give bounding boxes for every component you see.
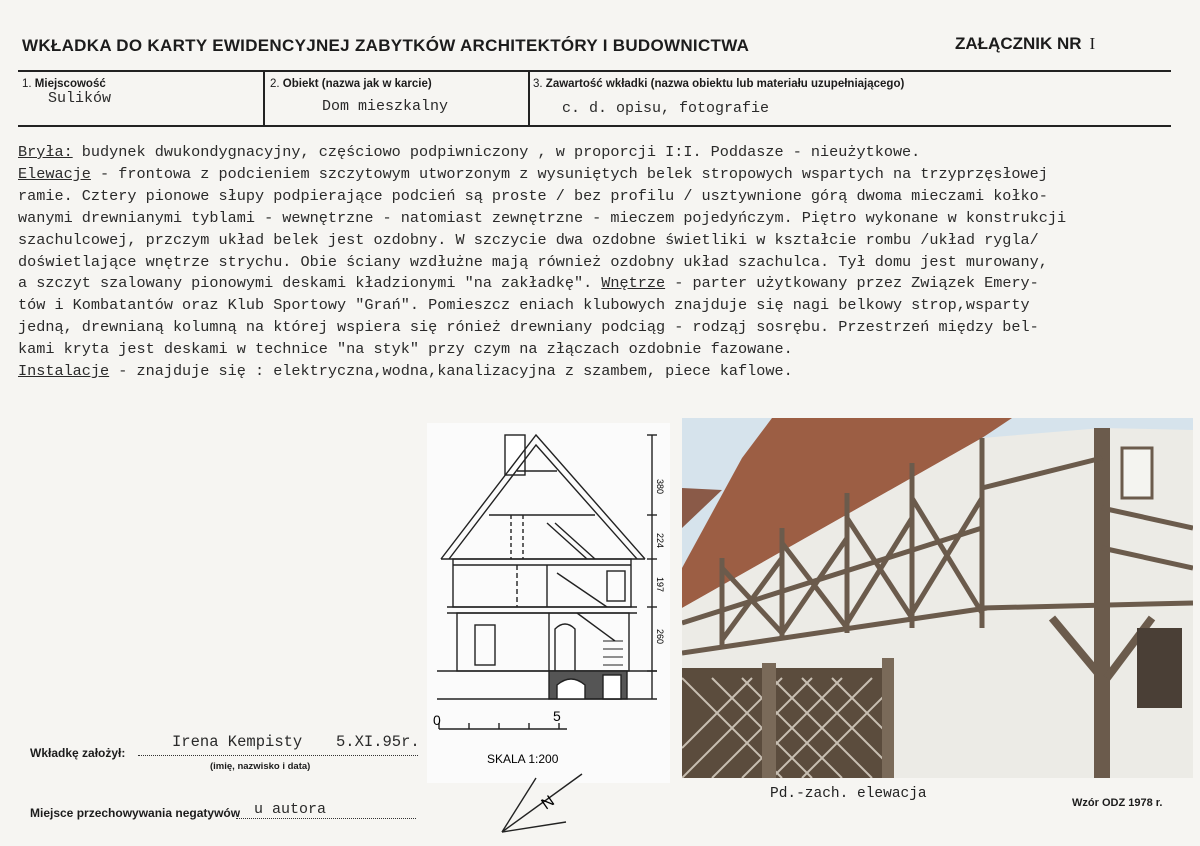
author-hint: (imię, nazwisko i data) [210, 761, 311, 772]
desc-line-1: Bryła: budynek dwukondygnacyjny, częściowo podpiwniczony , w proporcji I:I. Poddasze - nieużytkowe. [18, 143, 921, 161]
form-title: WKŁADKA DO KARTY EWIDENCYJNEJ ZABYTKÓW ARCHITEKTÓRY I BUDOWNICTWA [22, 36, 750, 55]
dim-4: 260 [655, 629, 665, 645]
field-1-label: 1. Miejscowość [22, 78, 106, 90]
desc-line-11: Instalacje - znajduje się : elektryczna,wodna,kanalizacyjna z szambem, piece kaflowe. [18, 362, 793, 381]
dim-2: 224 [655, 533, 665, 549]
desc-line-6: doświetlające wnętrze strychu. Obie ściany wzdłużne mają również ozdobny układ szachulca. Tył domu jest murowany, [18, 252, 1048, 271]
field-3-label: 3. Zawartość wkładki (nazwa obiektu lub materiału uzupełniającego) [533, 78, 905, 90]
field-2-value: Dom mieszkalny [322, 98, 449, 115]
north-label: N [538, 792, 558, 814]
dim-3: 197 [655, 577, 665, 593]
negatives-label: Miejsce przechowywania negatywów [30, 806, 241, 820]
desc-line-5: szachulcowej, przczym układ belek jest ozdobny. W szczycie dwa ozdobne świetliki w kształcie rombu /układ rygla/ [18, 230, 1039, 249]
author-dotted-line [138, 755, 418, 756]
header-rule [18, 70, 1171, 72]
field-1-value: Sulików [48, 90, 112, 107]
field-2-label: 2. Obiekt (nazwa jak w karcie) [270, 78, 432, 90]
author-label: Wkładkę założył: [30, 746, 126, 760]
dim-1: 380 [655, 479, 665, 495]
desc-line-8: tów i Kombatantów oraz Klub Sportowy "Grań". Pomieszcz eniach klubowych znajduje się nagi belkowy strop,wsparty [18, 296, 1030, 315]
field-3-value: c. d. opisu, fotografie [562, 100, 770, 117]
house-section-svg [427, 423, 670, 783]
photo-caption: Pd.-zach. elewacja [770, 786, 927, 802]
desc-line-10: kami kryta jest deskami w technice "na styk" przy czym na złączach ozdobnie fazowane. [18, 340, 793, 359]
north-arrow [496, 766, 596, 838]
scale-five: 5 [553, 708, 561, 724]
negatives-value: u autora [254, 801, 327, 818]
desc-line-9: jedną, drewnianą kolumną na której wspiera się rónież drewniany podciąg - rodząj sosrębu. Przestrzeń między bel- [18, 318, 1039, 337]
photo-svg [682, 418, 1193, 778]
negatives-dotted-line [236, 818, 416, 819]
author-value: Irena Kempisty [172, 733, 303, 751]
attachment-number [955, 34, 1095, 54]
desc-line-7: a szczyt szalowany pionowymi deskami kładzionymi "na zakładkę". Wnętrze - parter użytkowany przez Związek Emery- [18, 274, 1039, 293]
desc-line-2: Elewacje - frontowa z podcieniem szczytowym utworzonym z wysuniętych belek stropowych wspartych na trzyprzęsłowej [18, 164, 1048, 183]
description-text [18, 142, 1188, 383]
building-photo [682, 418, 1193, 778]
section-drawing [427, 423, 670, 783]
desc-line-3: ramie. Cztery pionowe słupy podpierające podcień są proste / bez profilu / usztywnione górą dwoma mieczami kołko- [18, 186, 1048, 205]
field-divider-2 [528, 70, 530, 126]
desc-line-4: wanymi drewnianymi tyblami - wewnętrzne - natomiast zewnętrzne - mieczem pojedyńczym. Piętro wykonane w konstrukcji [18, 208, 1067, 227]
attachment-label: ZAŁĄCZNIK NR [955, 34, 1082, 53]
scale-label: SKALA 1:200 [487, 752, 559, 766]
attachment-value: I [1089, 34, 1096, 53]
form-id: Wzór ODZ 1978 r. [1072, 797, 1163, 809]
field-divider-1 [263, 70, 265, 126]
author-date: 5.XI.95r. [336, 733, 420, 751]
fields-bottom-rule [18, 125, 1171, 127]
scale-zero: 0 [433, 712, 441, 728]
